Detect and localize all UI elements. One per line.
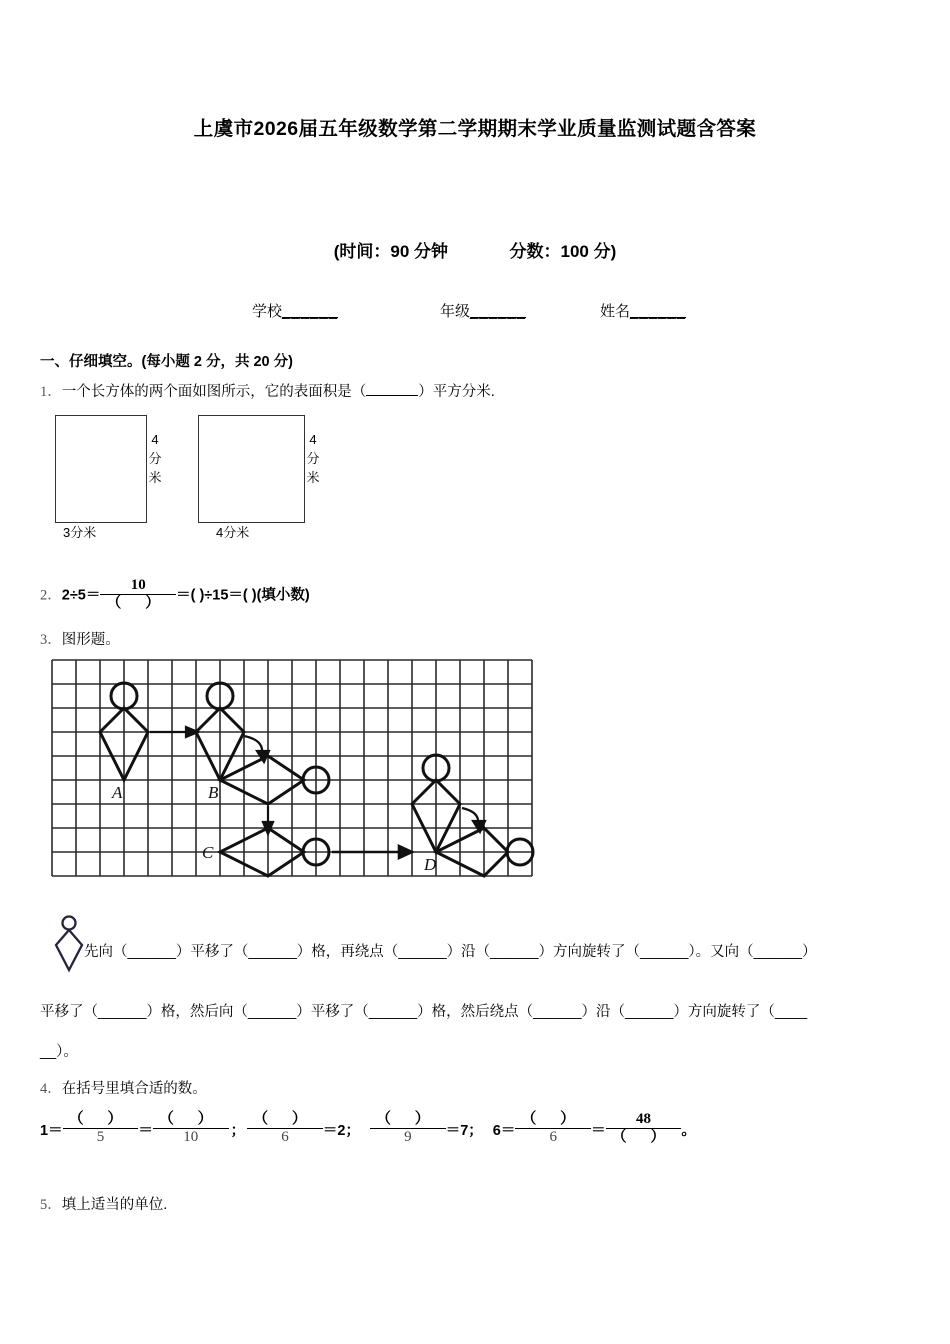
question-2-number: 2． (40, 587, 62, 604)
rect-a-h-char-1: 分 (148, 451, 162, 466)
q4-fraction-2[interactable] (153, 1111, 229, 1146)
q4-fraction-5-numerator[interactable]: （ ） (521, 1111, 586, 1127)
field-school (252, 300, 338, 321)
question-4-text: 在括号里填合适的数。 (61, 1081, 207, 1097)
field-school-blank[interactable]: ______ (282, 303, 339, 320)
q4-fraction-2-denominator: 10 (153, 1128, 229, 1146)
q4-fraction-4-denominator: 9 (370, 1128, 446, 1146)
q4-sep-1: ； (230, 1123, 246, 1139)
q4-fraction-3[interactable] (247, 1111, 323, 1146)
question-2-fraction-denominator[interactable]: （ ） (100, 594, 176, 612)
question-3-number: 3． (40, 632, 62, 648)
q4-fraction-1[interactable] (63, 1111, 139, 1146)
question-3 (40, 628, 120, 649)
question-2-fraction[interactable] (100, 577, 176, 612)
rect-b-h-char-0: 4 (309, 432, 317, 447)
q4-eq-3: ＝7； (445, 1123, 483, 1139)
rect-b-h-char-2: 米 (306, 470, 320, 485)
grid-label-c: C (202, 843, 214, 862)
rectangle-b-width-label: 4分米 (216, 525, 250, 540)
q4-fraction-2-numerator[interactable]: （ ） (158, 1111, 223, 1127)
field-school-label: 学校 (252, 303, 283, 320)
grid-label-a: A (112, 783, 123, 802)
rectangle-a (55, 415, 147, 523)
question-1-number: 1． (40, 384, 62, 400)
q4-fraction-3-numerator[interactable]: （ ） (253, 1111, 317, 1127)
q4-end: 。 (681, 1123, 696, 1139)
q4-fraction-6-denominator[interactable]: （ ） (606, 1128, 682, 1146)
rectangle-b (198, 415, 305, 523)
kite-figure-icon (52, 915, 86, 973)
field-grade (440, 300, 526, 321)
rect-b-h-char-1: 分 (306, 451, 320, 466)
question-4-expressions (40, 1112, 696, 1147)
translation-arrow-1 (150, 727, 198, 737)
question-2-lead: 2÷5＝ (61, 587, 101, 604)
rectangle-a-width-label: 3分米 (63, 525, 97, 540)
question-3-fill-line-2[interactable]: 平移了（______）格，然后向（______）平移了（______）格，然后绕点（______）沿（______）方向旋转了（____ (40, 1004, 808, 1020)
kite-figure-body (56, 930, 82, 970)
grid-label-d: D (424, 855, 437, 874)
transformation-grid-figure (50, 658, 554, 886)
rect-a-h-char-2: 米 (148, 470, 162, 485)
question-1-text: 一个长方体的两个面如图所示，它的表面积是（ (61, 384, 367, 400)
field-name (600, 300, 686, 321)
translation-arrow-3 (332, 846, 412, 858)
q4-eq-1: ＝ (138, 1123, 153, 1139)
field-grade-blank[interactable]: ______ (470, 303, 527, 320)
question-3-fill-line-1[interactable]: 先向（______）平移了（______）格，再绕点（______）沿（______）方向旋转了（______）。又向（______） (84, 944, 817, 960)
exam-time: (时间：90 分钟 (333, 242, 449, 261)
q4-fraction-5[interactable] (515, 1111, 591, 1146)
question-4-number: 4． (40, 1081, 62, 1097)
field-name-blank[interactable]: ______ (630, 303, 687, 320)
q4-fraction-6-numerator: 48 (636, 1111, 652, 1127)
grid-label-b: B (208, 783, 219, 802)
q4-lead-1: 1＝ (40, 1123, 63, 1139)
section-one-heading: 一、仔细填空。(每小题 2 分，共 20 分) (40, 354, 293, 370)
q4-fraction-3-denominator: 6 (247, 1128, 323, 1146)
rectangle-b-height-label (306, 430, 320, 487)
field-name-label: 姓名 (600, 303, 631, 320)
q4-eq-2: ＝2； (322, 1123, 360, 1139)
question-4 (40, 1077, 207, 1098)
q4-fraction-5-denominator: 6 (515, 1128, 591, 1146)
q4-lead-2: 6＝ (492, 1123, 516, 1139)
question-3-text: 图形题。 (61, 632, 120, 648)
question-2-fraction-numerator: 10 (130, 577, 146, 593)
question-5 (40, 1193, 167, 1214)
question-3-fill-line-3[interactable]: __）。 (40, 1044, 78, 1060)
rectangle-a-height-label (148, 430, 162, 487)
q4-fraction-1-denominator: 5 (63, 1128, 139, 1146)
exam-score: 分数：100 分) (509, 242, 617, 261)
question-2-tail: ＝( )÷15＝( )(填小数) (176, 587, 310, 604)
kite-figure-head (63, 917, 76, 930)
q4-fraction-4[interactable] (370, 1111, 446, 1146)
question-5-text: 填上适当的单位. (61, 1197, 168, 1213)
q4-eq-4: ＝ (591, 1123, 606, 1139)
question-1-blank[interactable] (366, 382, 418, 396)
field-grade-label: 年级 (440, 303, 471, 320)
question-1 (40, 380, 495, 401)
question-5-number: 5． (40, 1197, 62, 1213)
rect-a-h-char-0: 4 (151, 432, 159, 447)
exam-meta (0, 237, 950, 262)
question-1-text-tail: ）平方分米. (418, 384, 495, 400)
q4-fraction-1-numerator[interactable]: （ ） (68, 1111, 133, 1127)
page-title: 上虞市2026届五年级数学第二学期期末学业质量监测试题含答案 (193, 118, 757, 140)
question-2 (40, 578, 310, 613)
q4-fraction-4-numerator[interactable]: （ ） (375, 1111, 440, 1127)
q4-fraction-6[interactable] (606, 1111, 682, 1146)
